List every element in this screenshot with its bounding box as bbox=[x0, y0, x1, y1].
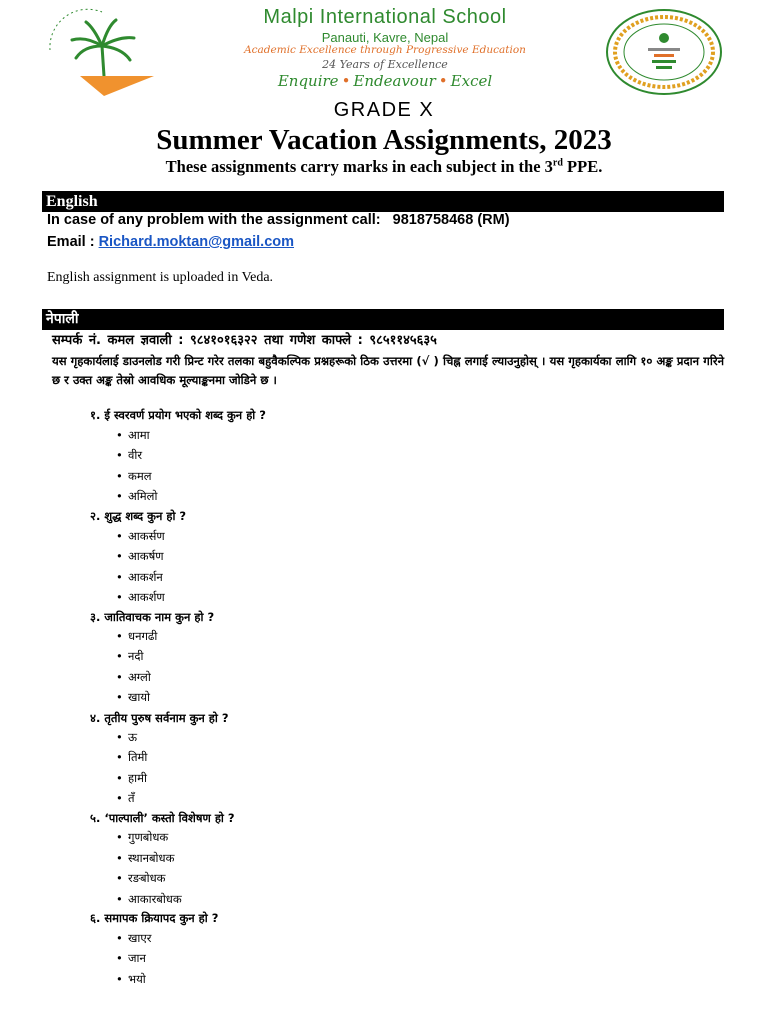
email-label: Email : bbox=[47, 234, 99, 250]
option: • स्थानबोधक bbox=[116, 851, 175, 865]
option-text: गुणबोधक bbox=[128, 830, 169, 844]
nepali-instruction: यस गृहकार्यलाई डाउनलोड गरी प्रिन्ट गरेर तलका बहुवैकल्पिक प्रश्नहरूको ठिक उत्तरमा (√ ) चिह्न लगाई ल्याउनुहोस् । यस गृहकार्यका लागि १० अङ्क प्रदान गरिने छ र उक्त अङ्क तेस्रो आवधिक मूल्याङ्कनमा जोडिने छ । bbox=[52, 354, 724, 387]
anniversary-seal-icon bbox=[604, 8, 724, 96]
school-motto: Enquire • Endeavour • Excel bbox=[277, 72, 493, 90]
option-text: वीर bbox=[128, 448, 143, 462]
option: • आमा bbox=[116, 428, 150, 442]
option-text: खाएर bbox=[128, 931, 152, 945]
grade-label: GRADE X bbox=[333, 99, 435, 121]
option-text: स्थानबोधक bbox=[128, 851, 175, 865]
subtitle bbox=[0, 157, 768, 177]
motto-word: Enquire bbox=[277, 72, 339, 90]
option-text: भयो bbox=[128, 972, 146, 986]
english-note: English assignment is uploaded in Veda. bbox=[47, 270, 274, 285]
school-tagline: Academic Excellence through Progressive Education bbox=[244, 44, 526, 56]
option: • तँ bbox=[116, 791, 135, 805]
option: • आकर्शन bbox=[116, 570, 163, 584]
option: • खाएर bbox=[116, 931, 152, 945]
option: • खायो bbox=[116, 690, 151, 704]
option-text: आकर्शन bbox=[128, 570, 163, 584]
nepali-section-heading: नेपाली bbox=[42, 309, 724, 330]
question-6: ६. समापक क्रियापद कुन हो ? bbox=[90, 911, 219, 925]
option-text: हामी bbox=[128, 771, 147, 785]
option: • अग्लो bbox=[116, 670, 151, 684]
school-name: Malpi International School bbox=[263, 6, 507, 28]
option-text: खायो bbox=[128, 690, 151, 704]
motto-word: Excel bbox=[450, 72, 493, 90]
option-text: आकर्षण bbox=[128, 549, 164, 563]
option: • वीर bbox=[116, 448, 143, 462]
option: • आकर्षण bbox=[116, 549, 164, 563]
question-4: ४. तृतीय पुरुष सर्वनाम कुन हो ? bbox=[90, 711, 229, 725]
option-text: आकर्सण bbox=[128, 529, 165, 543]
option: • हामी bbox=[116, 771, 147, 785]
english-contact bbox=[47, 212, 510, 228]
school-logo-icon bbox=[42, 6, 158, 96]
option-text: आकर्शण bbox=[128, 590, 165, 604]
option: • जान bbox=[116, 951, 146, 965]
school-years: 24 Years of Excellence bbox=[322, 58, 448, 71]
option-text: तिमी bbox=[128, 750, 148, 764]
english-section-heading: English bbox=[42, 191, 724, 212]
subtitle-superscript: rd bbox=[552, 157, 563, 169]
option-text: रङबोधक bbox=[128, 871, 166, 885]
letterhead bbox=[0, 0, 768, 100]
email-link[interactable]: Richard.moktan@gmail.com bbox=[98, 234, 295, 250]
question-3: ३. जातिवाचक नाम कुन हो ? bbox=[90, 610, 215, 624]
option: • कमल bbox=[116, 469, 152, 483]
motto-word: Endeavour bbox=[353, 72, 436, 90]
school-address: Panauti, Kavre, Nepal bbox=[321, 30, 449, 45]
option-text: तँ bbox=[128, 791, 135, 805]
option-text: आमा bbox=[128, 428, 150, 442]
question-2: २. शुद्ध शब्द कुन हो ? bbox=[90, 509, 187, 523]
option-text: जान bbox=[128, 951, 146, 965]
option: • नदी bbox=[116, 649, 144, 663]
option: • तिमी bbox=[116, 750, 148, 764]
option-text: अमिलो bbox=[128, 489, 158, 503]
option: • गुणबोधक bbox=[116, 830, 169, 844]
option-text: अग्लो bbox=[128, 670, 151, 684]
option: • आकारबोधक bbox=[116, 892, 182, 906]
question-1: १. ई स्वरवर्ण प्रयोग भएको शब्द कुन हो ? bbox=[90, 408, 266, 422]
option: • भयो bbox=[116, 972, 146, 986]
option: • ऊ bbox=[116, 730, 138, 744]
option-text: आकारबोधक bbox=[128, 892, 182, 906]
option-text: कमल bbox=[128, 469, 152, 483]
subtitle-text: These assignments carry marks in each subject in the 3 bbox=[165, 157, 553, 176]
option: • आकर्शण bbox=[116, 590, 165, 604]
contact-label: In case of any problem with the assignment call: bbox=[47, 212, 381, 228]
option-text: नदी bbox=[128, 649, 144, 663]
option: • आकर्सण bbox=[116, 529, 165, 543]
page-title: Summer Vacation Assignments, 2023 bbox=[156, 124, 612, 156]
question-5: ५. ‘पाल्पाली’ कस्तो विशेषण हो ? bbox=[90, 811, 235, 825]
nepali-contact: सम्पर्क नं. कमल ज्ञवाली : ९८४१०१६३२२ तथा गणेश काफ्ले : ९८५११४५६३५ bbox=[52, 333, 437, 348]
option-text: धनगढी bbox=[128, 629, 158, 643]
option: • रङबोधक bbox=[116, 871, 166, 885]
subtitle-text-end: PPE. bbox=[562, 157, 603, 176]
english-email bbox=[47, 234, 294, 250]
contact-number: 9818758468 (RM) bbox=[392, 212, 510, 228]
option-text: ऊ bbox=[128, 730, 138, 744]
option: • अमिलो bbox=[116, 489, 158, 503]
option: • धनगढी bbox=[116, 629, 158, 643]
